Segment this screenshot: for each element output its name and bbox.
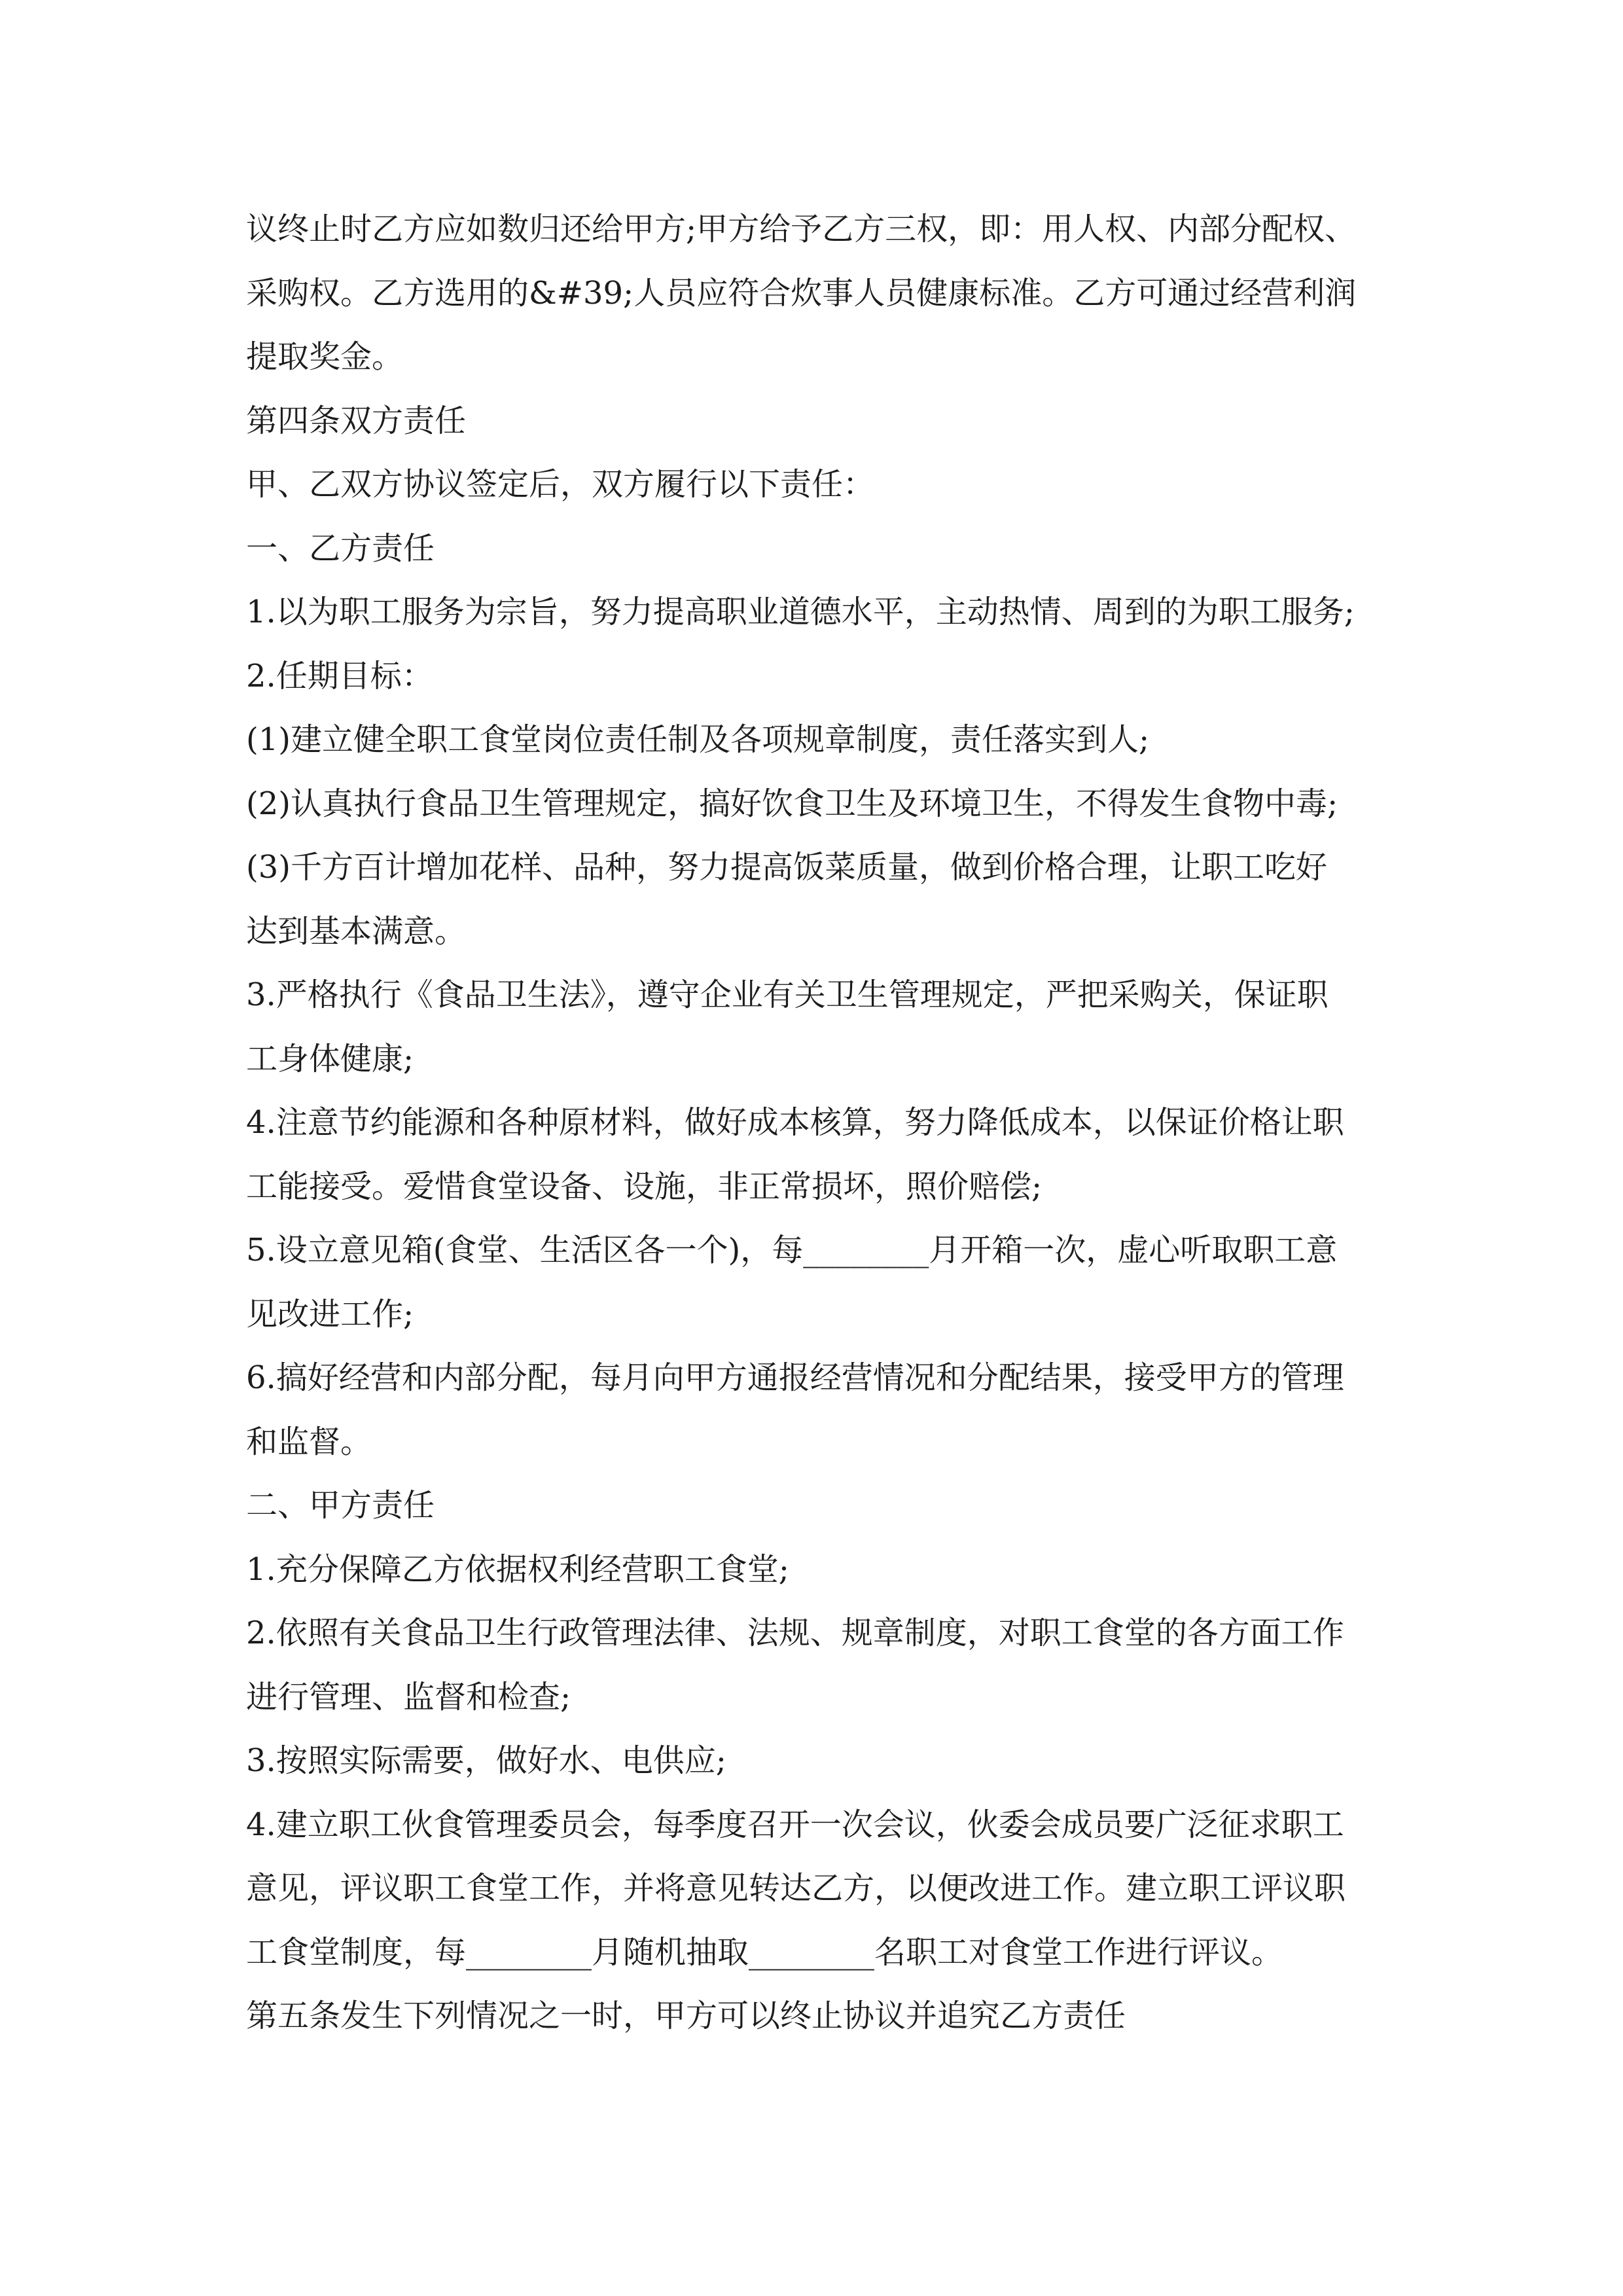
list-item: 3.严格执行《食品卫生法》，遵守企业有关卫生管理规定，严把采购关，保证职 — [246, 977, 1329, 1013]
section-heading: 一、乙方责任 — [246, 529, 435, 567]
sub-list-item-continuation: 达到基本满意。 — [246, 912, 467, 950]
section-heading: 二、甲方责任 — [246, 1487, 435, 1524]
paragraph-line: 甲、乙双方协议签定后，双方履行以下责任： — [246, 466, 875, 503]
list-item: 6.搞好经营和内部分配，每月向甲方通报经营情况和分配结果，接受甲方的管理 — [246, 1359, 1344, 1396]
sub-list-item: (1)建立健全职工食堂岗位责任制及各项规章制度，责任落实到人; — [246, 721, 1150, 758]
list-item: 4.建立职工伙食管理委员会，每季度召开一次会议，伙委会成员要广泛征求职工 — [246, 1806, 1344, 1843]
paragraph-line: 采购权。乙方选用的&#39;人员应符合炊事人员健康标准。乙方可通过经营利润 — [246, 274, 1357, 312]
list-item: 4.注意节约能源和各种原材料，做好成本核算，努力降低成本，以保证价格让职 — [246, 1104, 1344, 1141]
list-item: 5.设立意见箱(食堂、生活区各一个)，每________月开箱一次，虚心听取职工意 — [246, 1232, 1338, 1268]
list-item-continuation: 进行管理、监督和检查; — [246, 1678, 571, 1715]
article-heading: 第四条双方责任 — [246, 402, 467, 439]
list-item-continuation: 和监督。 — [246, 1423, 372, 1460]
article-heading: 第五条发生下列情况之一时，甲方可以终止协议并追究乙方责任 — [246, 1998, 1126, 2034]
document-body — [246, 198, 1411, 2049]
list-item: 2.任期目标： — [246, 657, 433, 694]
list-item: 2.依照有关食品卫生行政管理法律、法规、规章制度，对职工食堂的各方面工作 — [246, 1615, 1344, 1651]
paragraph-line: 提取奖金。 — [246, 338, 404, 375]
list-item: 1.以为职工服务为宗旨，努力提高职业道德水平，主动热情、周到的为职工服务; — [246, 594, 1355, 630]
list-item: 1.充分保障乙方依据权利经营职工食堂; — [246, 1551, 789, 1588]
list-item-continuation: 工食堂制度，每________月随机抽取________名职工对食堂工作进行评议。 — [246, 1933, 1283, 1971]
list-item: 3.按照实际需要，做好水、电供应; — [246, 1742, 726, 1779]
list-item-continuation: 意见，评议职工食堂工作，并将意见转达乙方，以便改进工作。建立职工评议职 — [246, 1870, 1346, 1907]
paragraph-line: 议终止时乙方应如数归还给甲方;甲方给予乙方三权，即：用人权、内部分配权、 — [246, 211, 1357, 247]
sub-list-item: (2)认真执行食品卫生管理规定，搞好饮食卫生及环境卫生，不得发生食物中毒; — [246, 785, 1338, 822]
list-item-continuation: 见改进工作; — [246, 1295, 414, 1333]
list-item-continuation: 工身体健康; — [246, 1040, 414, 1077]
sub-list-item: (3)千方百计增加花样、品种，努力提高饭菜质量，做到价格合理，让职工吃好 — [246, 849, 1327, 886]
list-item-continuation: 工能接受。爱惜食堂设备、设施，非正常损坏，照价赔偿; — [246, 1168, 1043, 1205]
